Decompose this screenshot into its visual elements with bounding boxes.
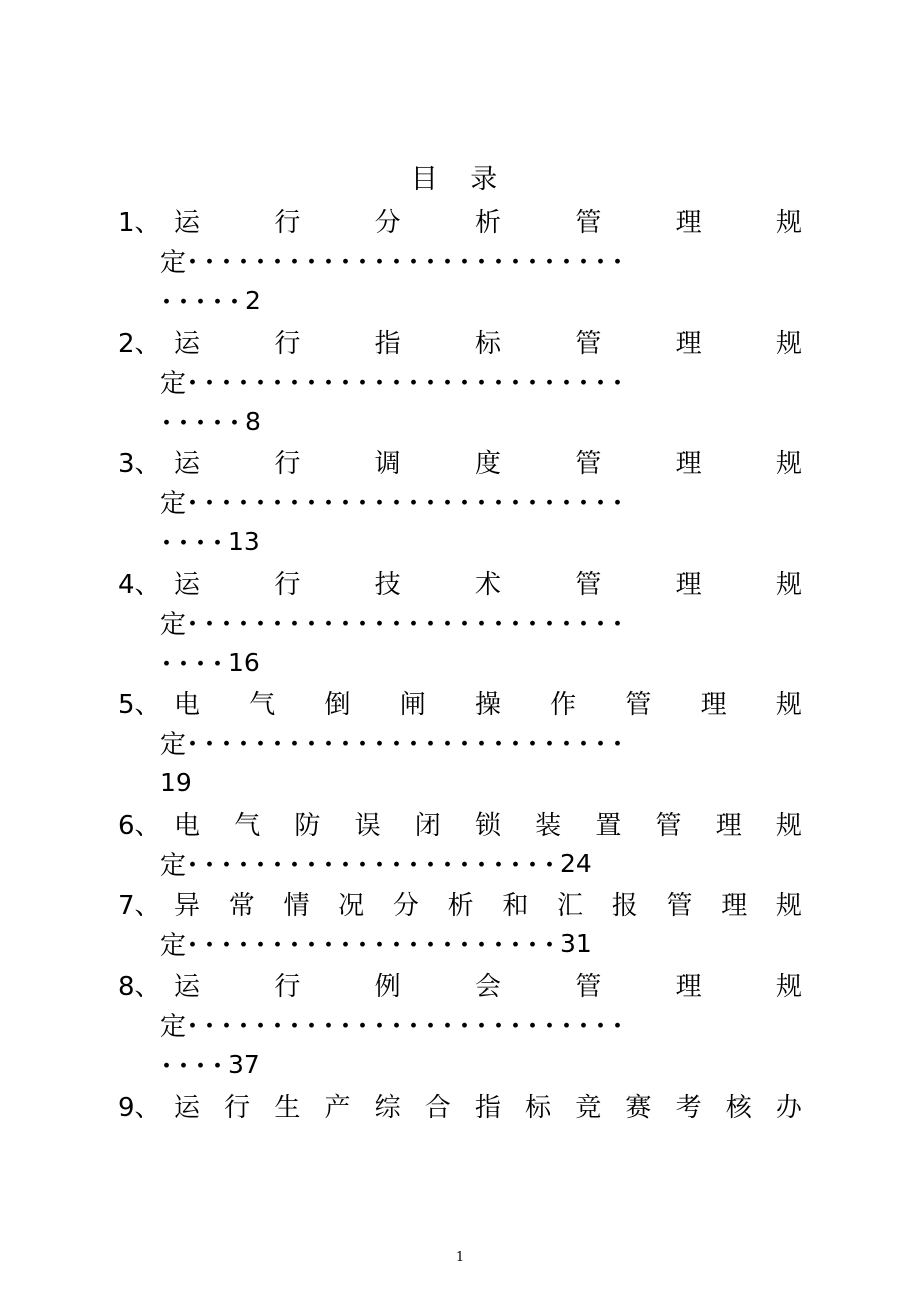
entry-title: 运 行 调 度 管 理 规 <box>174 448 802 479</box>
entry-title: 电 气 倒 闸 操 作 管 理 规 <box>174 689 802 720</box>
leader-dots: ･･････････････････････ <box>186 850 561 881</box>
leader-dots: ････ <box>160 649 229 680</box>
toc-entry-5[interactable] <box>118 682 802 802</box>
entry-number: 9、 <box>118 1092 161 1123</box>
entry-number: 5、 <box>118 689 161 720</box>
entry-title: 电 气 防 误 闭 锁 装 置 管 理 规 <box>174 810 802 841</box>
entry-title: 运 行 分 析 管 理 规 <box>174 207 802 238</box>
entry-title-continuation: 定 <box>160 729 187 760</box>
entry-page-number: 16 <box>228 647 260 677</box>
leader-dots: ･･････････････････････････ <box>186 1011 629 1042</box>
entry-title-continuation: 定 <box>160 930 187 961</box>
entry-page-number: 13 <box>228 526 260 556</box>
toc-entry-3[interactable] <box>118 441 802 561</box>
footer-page-number: 1 <box>455 1250 465 1265</box>
entry-page-number: 8 <box>245 406 261 436</box>
entry-title-continuation: 定 <box>160 247 187 278</box>
leader-dots: ･･････････････････････････ <box>186 729 629 760</box>
entry-title-continuation: 定 <box>160 488 187 519</box>
entry-number: 7、 <box>118 890 161 921</box>
entry-page-number: 2 <box>245 285 261 315</box>
leader-dots: ･････ <box>160 287 246 318</box>
entry-page-number: 19 <box>160 767 192 797</box>
leader-dots: ････ <box>160 528 229 559</box>
entry-page-number: 37 <box>228 1049 260 1079</box>
leader-dots: ･････ <box>160 408 246 439</box>
leader-dots: ･･････････････････････････ <box>186 488 629 519</box>
entry-page-number: 24 <box>560 848 592 878</box>
entry-title: 运 行 例 会 管 理 规 <box>174 971 802 1002</box>
leader-dots: ･･････････････････････････ <box>186 247 629 278</box>
entry-title-continuation: 定 <box>160 850 187 881</box>
entry-number: 2、 <box>118 328 161 359</box>
toc-entry-7[interactable] <box>118 883 802 963</box>
entry-number: 1、 <box>118 207 161 238</box>
toc-entry-1[interactable] <box>118 200 802 320</box>
entry-title-continuation: 定 <box>160 368 187 399</box>
entry-title-continuation: 定 <box>160 1011 187 1042</box>
entry-title: 运 行 生 产 综 合 指 标 竞 赛 考 核 办 <box>174 1092 802 1123</box>
entry-title: 运 行 技 术 管 理 规 <box>174 569 802 600</box>
entry-number: 6、 <box>118 810 161 841</box>
toc-entry-2[interactable] <box>118 321 802 441</box>
entry-number: 8、 <box>118 971 161 1002</box>
entry-number: 4、 <box>118 569 161 600</box>
toc-entry-6[interactable] <box>118 803 802 883</box>
toc-entry-9[interactable] <box>118 1085 802 1125</box>
leader-dots: ･･････････････････････････ <box>186 368 629 399</box>
toc-entry-8[interactable] <box>118 964 802 1084</box>
leader-dots: ････ <box>160 1051 229 1082</box>
entry-page-number: 31 <box>560 928 592 958</box>
entry-title: 运 行 指 标 管 理 规 <box>174 328 802 359</box>
leader-dots: ･･････････････････････ <box>186 930 561 961</box>
toc-entry-4[interactable] <box>118 562 802 682</box>
toc-title: 目 录 <box>410 164 510 195</box>
leader-dots: ･･････････････････････････ <box>186 609 629 640</box>
entry-title: 异 常 情 况 分 析 和 汇 报 管 理 规 <box>174 890 802 921</box>
entry-number: 3、 <box>118 448 161 479</box>
entry-title-continuation: 定 <box>160 609 187 640</box>
